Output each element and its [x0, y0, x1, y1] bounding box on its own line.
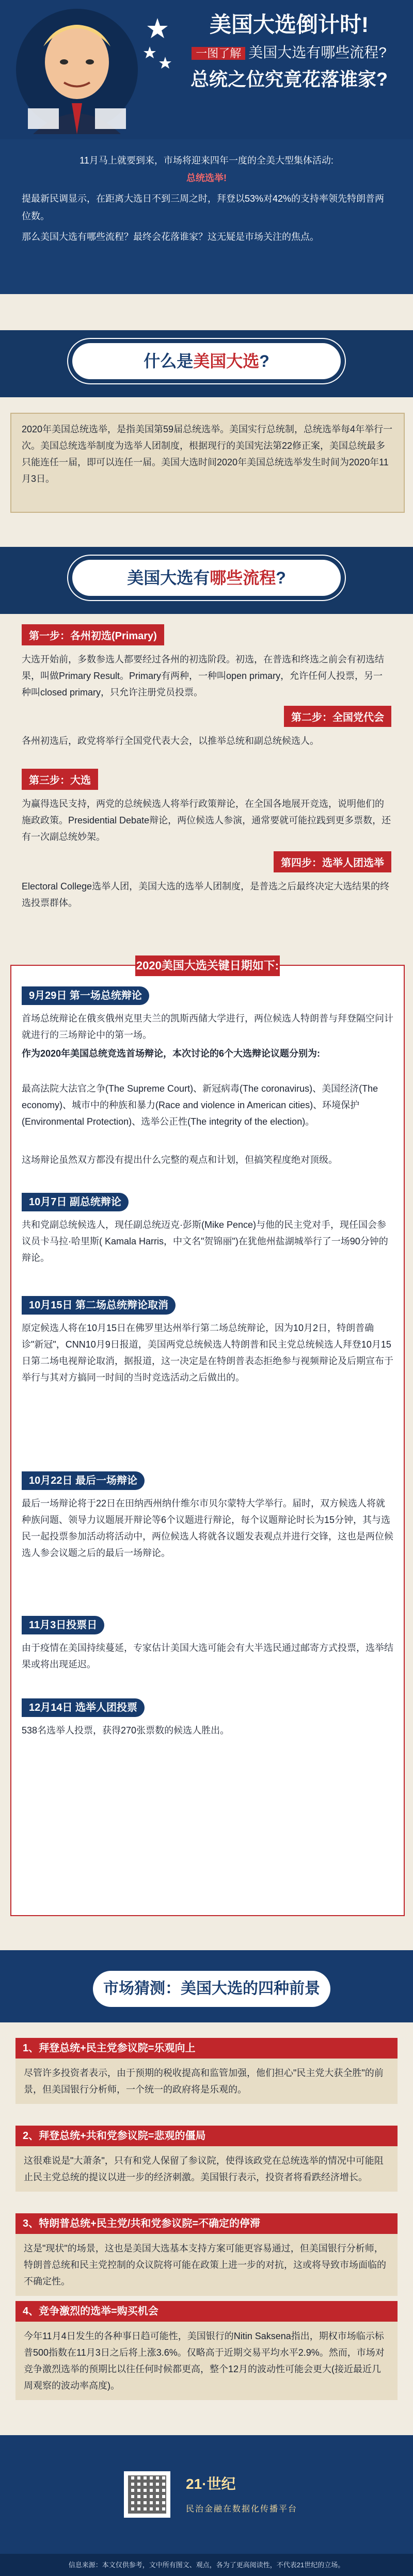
footer-note: 信息来源：本文仅供参考，文中所有图文、观点，各为了更高阅读性，不代表21世纪的立场。 — [0, 2554, 413, 2576]
page-title: 美国大选倒计时! — [210, 12, 369, 37]
timeline-date-3: 10月15日 第二场总统辩论取消 — [22, 1296, 176, 1315]
step4-text: Electoral College选举人团，美国大选的选举人团制度，是普选之后最终决定大选结果的终选投票群体。 — [22, 881, 390, 908]
intro-line-3: 提最新民调显示，在距离大选日不到三周之时，拜登以53%对42%的支持率领先特朗普两位数。 — [22, 193, 385, 221]
timeline-date-6: 12月14日 选举人团投票 — [22, 1698, 145, 1717]
step3-text: 为赢得选民支持，两党的总统候选人将举行政策辩论，在全国各地展开竞选，说明他们的施政政策。Presidential Debate辩论，两位候选人参演，通常要就可能拉践到更多票数，还有一次副总统妙架。 — [22, 799, 391, 842]
step1-label: 第一步：各州初选(Primary) — [22, 624, 164, 645]
scenario-card-3 — [15, 2213, 398, 2296]
process-title-suffix: ? — [276, 569, 286, 587]
what-title-highlight: 美国大选 — [193, 352, 260, 370]
process-section-title — [72, 560, 341, 596]
qr-code-icon — [124, 2471, 170, 2518]
what-section-body: 2020年美国总统选举，是指美国第59届总统选举。美国实行总统制，总统选举每4年举行一次。美国总统选举制度为选举人团制度，根据现行的美国宪法第22修正案，美国总统最多只能连任一届，即可以连任一届。美国大选时间2020年美国总统选举发生时间为2020年11月3日。 — [22, 424, 393, 484]
intro-section — [0, 139, 413, 294]
timeline-date-1: 9月29日 第一场总统辩论 — [22, 986, 149, 1005]
scenario-body-2: 这很难说是"大萧条"，只有和党人保留了参议院，使得该政党在总统选举的情况中可能阻止民主党总统的提议以进一步的经济刺激。美国银行表示，投资者将看跌经济增长。 — [15, 2146, 398, 2192]
timeline-bold-1: 作为2020年美国总统竞选首场辩论，本次讨论的6个大选辩论议题分别为: — [22, 1048, 321, 1059]
process-title-prefix: 美国大选有 — [127, 569, 210, 587]
timeline-topics-1: 最高法院大法官之争(The Supreme Court)、新冠病毒(The coronavirus)、美国经济(The economy)、城市中的种族和暴力(Race and violence in American cities)、环境保护(Environmental Protection)、选举公正性(The integrity of the election)。 — [22, 1083, 378, 1127]
scenario-head-2: 2、拜登总统+共和党参议院=悲观的僵局 — [15, 2126, 398, 2146]
step2-label: 第二步：全国党代会 — [284, 706, 391, 727]
scenario-head-4: 4、竞争激烈的选举=购买机会 — [15, 2301, 398, 2322]
step1-text: 大选开始前，多数参选人都要经过各州的初选阶段。初选，在普选和终选之前会有初选结果，叫做Primary Result。Primary有两种，一种叫open primary，允许任何人投票，另一种叫closed primary，只允许注册党员投票。 — [22, 654, 384, 698]
title-question: 总统之位究竟花落谁家? — [190, 69, 388, 90]
stars-decoration-icon — [139, 15, 176, 77]
scenario-head-3: 3、特朗普总统+民主党/共和党参议院=不确定的停滞 — [15, 2213, 398, 2234]
scenario-head-1: 1、拜登总统+民主党参议院=乐观向上 — [15, 2038, 398, 2059]
scenario-body-1: 尽管许多投资者表示，由于预期的税收提高和监管加强，他们担心"民主党大获全胜"的前景，但美国银行分析师，一个统一的政府将是乐观的。 — [15, 2059, 398, 2104]
what-title-prefix: 什么是 — [144, 352, 194, 370]
intro-line-4: 那么美国大选有哪些流程？最终会花落谁家？这无疑是市场关注的焦点。 — [22, 232, 319, 242]
timeline-header: 2020美国大选关键日期如下: — [135, 955, 280, 976]
timeline-text-5: 由于疫情在美国持续蔓延，专家估计美国大选可能会有大半选民通过邮寄方式投票，选举结果或将出现延迟。 — [22, 1643, 393, 1670]
timeline-panel — [10, 959, 405, 1916]
timeline-text-4: 最后一场辩论将于22日在田纳西州纳什维尔市贝尔蒙特大学举行。届时，双方候选人将就种族问题、领导力议题展开辩论等6个议题进行辩论，每个议题辩论时长为15分钟，其与选民一起投票参加活动将活动中，两位候选人将就各议题发表观点并进行交锋，这也是两位候选人参会议题之后的最后一场辩论。 — [22, 1498, 393, 1558]
scenario-title-text: 市场猜测：美国大选的四种前景 — [103, 1980, 320, 1997]
scenario-banner — [0, 1950, 413, 2022]
intro-line-1: 11月马上就要到来，市场将迎来四年一度的全美大型集体活动: — [80, 155, 333, 166]
what-section-panel — [10, 413, 405, 513]
step3-label: 第三步：大选 — [22, 769, 98, 790]
title-block — [176, 10, 403, 92]
timeline-text-3: 原定候选人将在10月15日在佛罗里达州举行第二场总统辩论，因为10月2日，特朗普确诊"新冠"，CNN10月9日报道，美国两党总统候选人特朗普和民主党总统候选人拜登10月15日第二场电视辩论取消，据报道，这一决定是在特朗普表态拒绝参与视频辩论及后期宣布于举行与其对方搞同一时间的当时竞选活动之后做出的。 — [22, 1323, 393, 1383]
subtitle-tag: 一图了解 — [192, 47, 245, 60]
candidate-portrait-illustration — [12, 5, 141, 134]
what-section-title — [72, 343, 341, 379]
page-subtitle — [176, 41, 403, 62]
intro-red-title: 总统选举! — [186, 173, 227, 183]
timeline-text-6: 538名选举人投票，获得270张票数的候选人胜出。 — [22, 1725, 230, 1736]
process-title-highlight: 哪些流程 — [210, 569, 276, 587]
header-banner — [0, 0, 413, 139]
scenario-card-4 — [15, 2301, 398, 2400]
footer-brand: 21·世纪 — [186, 2476, 236, 2492]
scenario-card-1 — [15, 2038, 398, 2104]
timeline-date-4: 10月22日 最后一场辩论 — [22, 1471, 145, 1490]
subtitle-text: 美国大选有哪些流程? — [248, 44, 387, 60]
scenario-card-2 — [15, 2126, 398, 2192]
footer-subtitle: 民治金融在数据化传播平台 — [186, 2505, 298, 2514]
step2-text: 各州初选后，政党将举行全国党代表大会，以推举总统和副总统候选人。 — [22, 736, 319, 746]
scenario-body-3: 这是"现状"的场景，这也是美国大选基本支持方案可能更容易通过，但美国银行分析师，特朗普总统和民主党控制的众议院将可能在政策上进一步的对抗，这或将导致市场面临的不确定性。 — [15, 2234, 398, 2296]
scenario-body-4: 今年11月4日发生的各种事日趋可能性，美国银行的Nitin Saksena指出，期权市场临示标普500指数在11月3日之后将上涨3.6%。仅略高于近期交易平均水平2.9%。然而，市场对竞争激烈选举的预期比以往任何时候都更高，整个12月的波动性可能会更大(接近最近几周观察的波动率高度)。 — [15, 2322, 398, 2400]
timeline-text-1: 首场总统辩论在俄亥俄州克里夫兰的凯斯西储大学进行，两位候选人特朗普与拜登隔空问计就进行的三场辩论中的第一场。 — [22, 1013, 393, 1040]
step4-label: 第四步：选举人团选举 — [274, 851, 391, 872]
timeline-text-2: 共和党副总统候选人，现任副总统迈克·彭斯(Mike Pence)与他的民主党对手，现任国会参议员卡马拉·哈里斯( Kamala Harris，中文名"贺锦丽")在犹他州盐湖城举行了一场90分钟的辩论。 — [22, 1220, 388, 1263]
timeline-date-2: 10月7日 副总统辩论 — [22, 1193, 129, 1211]
what-title-suffix: ? — [259, 352, 269, 370]
timeline-tail-1: 这场辩论虽然双方都没有提出什么完整的观点和计划，但搞笑程度绝对顶级。 — [22, 1155, 338, 1165]
timeline-date-5: 11月3日投票日 — [22, 1616, 104, 1634]
scenario-title — [93, 1971, 330, 2007]
